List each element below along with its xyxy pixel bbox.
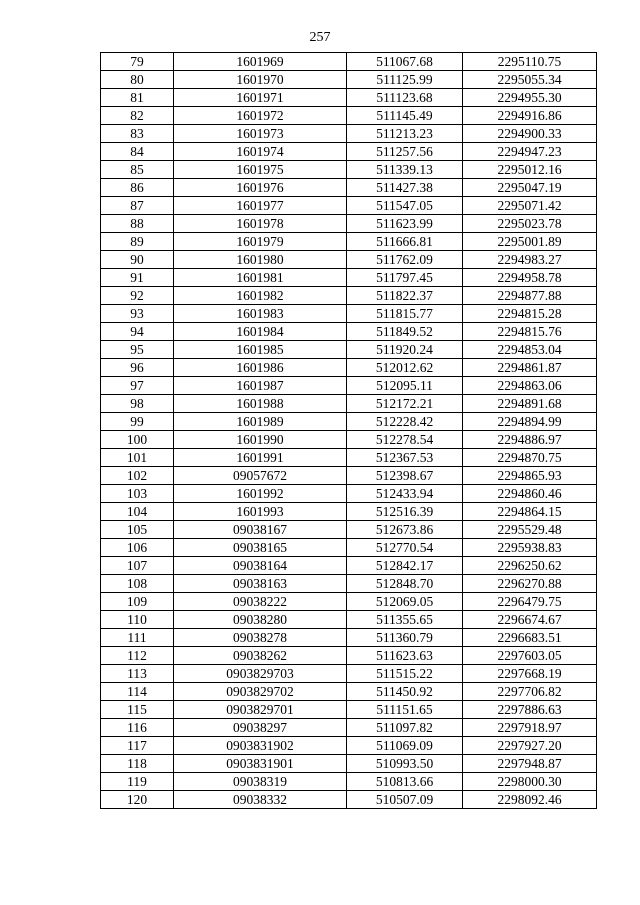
row-number-cell: 118 — [101, 755, 174, 773]
y-coordinate-cell: 2295529.48 — [463, 521, 597, 539]
y-coordinate-cell: 2297927.20 — [463, 737, 597, 755]
point-id-cell: 1601969 — [174, 53, 347, 71]
table-row — [101, 107, 597, 125]
y-coordinate-cell: 2294916.86 — [463, 107, 597, 125]
x-coordinate-cell: 512172.21 — [347, 395, 463, 413]
x-coordinate-cell: 511145.49 — [347, 107, 463, 125]
y-coordinate-cell: 2296479.75 — [463, 593, 597, 611]
row-number-cell: 96 — [101, 359, 174, 377]
row-number-cell: 98 — [101, 395, 174, 413]
table-row — [101, 71, 597, 89]
x-coordinate-cell: 511355.65 — [347, 611, 463, 629]
point-id-cell: 09038167 — [174, 521, 347, 539]
row-number-cell: 112 — [101, 647, 174, 665]
row-number-cell: 107 — [101, 557, 174, 575]
table-row — [101, 125, 597, 143]
table-row — [101, 701, 597, 719]
x-coordinate-cell: 512842.17 — [347, 557, 463, 575]
table-row — [101, 161, 597, 179]
row-number-cell: 114 — [101, 683, 174, 701]
x-coordinate-cell: 511666.81 — [347, 233, 463, 251]
x-coordinate-cell: 511360.79 — [347, 629, 463, 647]
row-number-cell: 85 — [101, 161, 174, 179]
row-number-cell: 115 — [101, 701, 174, 719]
point-id-cell: 1601987 — [174, 377, 347, 395]
table-row — [101, 269, 597, 287]
x-coordinate-cell: 512228.42 — [347, 413, 463, 431]
y-coordinate-cell: 2294853.04 — [463, 341, 597, 359]
table-row — [101, 53, 597, 71]
row-number-cell: 105 — [101, 521, 174, 539]
y-coordinate-cell: 2297706.82 — [463, 683, 597, 701]
table-row — [101, 215, 597, 233]
x-coordinate-cell: 511097.82 — [347, 719, 463, 737]
row-number-cell: 84 — [101, 143, 174, 161]
table-row — [101, 719, 597, 737]
coordinates-table — [100, 52, 597, 809]
y-coordinate-cell: 2294861.87 — [463, 359, 597, 377]
y-coordinate-cell: 2295938.83 — [463, 539, 597, 557]
table-row — [101, 755, 597, 773]
point-id-cell: 1601974 — [174, 143, 347, 161]
table-row — [101, 377, 597, 395]
row-number-cell: 108 — [101, 575, 174, 593]
point-id-cell: 1601979 — [174, 233, 347, 251]
row-number-cell: 79 — [101, 53, 174, 71]
x-coordinate-cell: 512012.62 — [347, 359, 463, 377]
y-coordinate-cell: 2294865.93 — [463, 467, 597, 485]
y-coordinate-cell: 2294860.46 — [463, 485, 597, 503]
table-row — [101, 665, 597, 683]
y-coordinate-cell: 2295047.19 — [463, 179, 597, 197]
row-number-cell: 110 — [101, 611, 174, 629]
table-row — [101, 251, 597, 269]
table-row — [101, 737, 597, 755]
x-coordinate-cell: 511762.09 — [347, 251, 463, 269]
y-coordinate-cell: 2295110.75 — [463, 53, 597, 71]
row-number-cell: 104 — [101, 503, 174, 521]
x-coordinate-cell: 512673.86 — [347, 521, 463, 539]
point-id-cell: 09038164 — [174, 557, 347, 575]
row-number-cell: 94 — [101, 323, 174, 341]
x-coordinate-cell: 511547.05 — [347, 197, 463, 215]
point-id-cell: 09038222 — [174, 593, 347, 611]
x-coordinate-cell: 511849.52 — [347, 323, 463, 341]
table-row — [101, 197, 597, 215]
row-number-cell: 103 — [101, 485, 174, 503]
y-coordinate-cell: 2294815.28 — [463, 305, 597, 323]
point-id-cell: 09038319 — [174, 773, 347, 791]
x-coordinate-cell: 511623.63 — [347, 647, 463, 665]
point-id-cell: 1601971 — [174, 89, 347, 107]
point-id-cell: 0903829703 — [174, 665, 347, 683]
row-number-cell: 100 — [101, 431, 174, 449]
point-id-cell: 1601993 — [174, 503, 347, 521]
x-coordinate-cell: 511069.09 — [347, 737, 463, 755]
table-row — [101, 431, 597, 449]
y-coordinate-cell: 2295023.78 — [463, 215, 597, 233]
table-row — [101, 233, 597, 251]
x-coordinate-cell: 511151.65 — [347, 701, 463, 719]
x-coordinate-cell: 511815.77 — [347, 305, 463, 323]
table-row — [101, 485, 597, 503]
point-id-cell: 0903831902 — [174, 737, 347, 755]
x-coordinate-cell: 510813.66 — [347, 773, 463, 791]
x-coordinate-cell: 512516.39 — [347, 503, 463, 521]
row-number-cell: 90 — [101, 251, 174, 269]
table-row — [101, 791, 597, 809]
y-coordinate-cell: 2294891.68 — [463, 395, 597, 413]
x-coordinate-cell: 511067.68 — [347, 53, 463, 71]
point-id-cell: 1601978 — [174, 215, 347, 233]
y-coordinate-cell: 2297948.87 — [463, 755, 597, 773]
table-row — [101, 395, 597, 413]
row-number-cell: 91 — [101, 269, 174, 287]
x-coordinate-cell: 511822.37 — [347, 287, 463, 305]
x-coordinate-cell: 512069.05 — [347, 593, 463, 611]
x-coordinate-cell: 510993.50 — [347, 755, 463, 773]
table-row — [101, 179, 597, 197]
table-row — [101, 575, 597, 593]
row-number-cell: 97 — [101, 377, 174, 395]
row-number-cell: 83 — [101, 125, 174, 143]
table-row — [101, 467, 597, 485]
table-row — [101, 449, 597, 467]
y-coordinate-cell: 2295055.34 — [463, 71, 597, 89]
row-number-cell: 93 — [101, 305, 174, 323]
row-number-cell: 109 — [101, 593, 174, 611]
y-coordinate-cell: 2294870.75 — [463, 449, 597, 467]
point-id-cell: 1601976 — [174, 179, 347, 197]
row-number-cell: 87 — [101, 197, 174, 215]
point-id-cell: 09038163 — [174, 575, 347, 593]
row-number-cell: 92 — [101, 287, 174, 305]
row-number-cell: 119 — [101, 773, 174, 791]
y-coordinate-cell: 2294864.15 — [463, 503, 597, 521]
row-number-cell: 117 — [101, 737, 174, 755]
point-id-cell: 09038280 — [174, 611, 347, 629]
table-row — [101, 143, 597, 161]
row-number-cell: 89 — [101, 233, 174, 251]
point-id-cell: 0903829701 — [174, 701, 347, 719]
x-coordinate-cell: 512770.54 — [347, 539, 463, 557]
point-id-cell: 09038332 — [174, 791, 347, 809]
point-id-cell: 1601991 — [174, 449, 347, 467]
point-id-cell: 09057672 — [174, 467, 347, 485]
point-id-cell: 1601992 — [174, 485, 347, 503]
table-row — [101, 413, 597, 431]
point-id-cell: 0903831901 — [174, 755, 347, 773]
point-id-cell: 09038262 — [174, 647, 347, 665]
x-coordinate-cell: 512278.54 — [347, 431, 463, 449]
row-number-cell: 88 — [101, 215, 174, 233]
point-id-cell: 1601988 — [174, 395, 347, 413]
y-coordinate-cell: 2294815.76 — [463, 323, 597, 341]
x-coordinate-cell: 511797.45 — [347, 269, 463, 287]
point-id-cell: 1601983 — [174, 305, 347, 323]
point-id-cell: 1601989 — [174, 413, 347, 431]
x-coordinate-cell: 512848.70 — [347, 575, 463, 593]
row-number-cell: 95 — [101, 341, 174, 359]
table-row — [101, 341, 597, 359]
point-id-cell: 1601981 — [174, 269, 347, 287]
row-number-cell: 102 — [101, 467, 174, 485]
row-number-cell: 111 — [101, 629, 174, 647]
row-number-cell: 81 — [101, 89, 174, 107]
y-coordinate-cell: 2294894.99 — [463, 413, 597, 431]
table-row — [101, 503, 597, 521]
y-coordinate-cell: 2297918.97 — [463, 719, 597, 737]
y-coordinate-cell: 2297603.05 — [463, 647, 597, 665]
table-row — [101, 557, 597, 575]
y-coordinate-cell: 2294863.06 — [463, 377, 597, 395]
row-number-cell: 113 — [101, 665, 174, 683]
table-row — [101, 521, 597, 539]
x-coordinate-cell: 512398.67 — [347, 467, 463, 485]
page-number: 257 — [309, 30, 331, 45]
point-id-cell: 09038165 — [174, 539, 347, 557]
point-id-cell: 0903829702 — [174, 683, 347, 701]
point-id-cell: 1601977 — [174, 197, 347, 215]
y-coordinate-cell: 2298000.30 — [463, 773, 597, 791]
x-coordinate-cell: 511125.99 — [347, 71, 463, 89]
row-number-cell: 116 — [101, 719, 174, 737]
x-coordinate-cell: 511450.92 — [347, 683, 463, 701]
table-row — [101, 305, 597, 323]
row-number-cell: 80 — [101, 71, 174, 89]
table-row — [101, 359, 597, 377]
table-row — [101, 683, 597, 701]
point-id-cell: 1601985 — [174, 341, 347, 359]
x-coordinate-cell: 510507.09 — [347, 791, 463, 809]
table-row — [101, 611, 597, 629]
y-coordinate-cell: 2294958.78 — [463, 269, 597, 287]
row-number-cell: 101 — [101, 449, 174, 467]
y-coordinate-cell: 2296250.62 — [463, 557, 597, 575]
row-number-cell: 120 — [101, 791, 174, 809]
table-row — [101, 287, 597, 305]
row-number-cell: 106 — [101, 539, 174, 557]
y-coordinate-cell: 2296683.51 — [463, 629, 597, 647]
row-number-cell: 82 — [101, 107, 174, 125]
point-id-cell: 1601990 — [174, 431, 347, 449]
point-id-cell: 1601970 — [174, 71, 347, 89]
y-coordinate-cell: 2294947.23 — [463, 143, 597, 161]
table-row — [101, 773, 597, 791]
x-coordinate-cell: 512095.11 — [347, 377, 463, 395]
y-coordinate-cell: 2294900.33 — [463, 125, 597, 143]
y-coordinate-cell: 2295071.42 — [463, 197, 597, 215]
row-number-cell: 86 — [101, 179, 174, 197]
y-coordinate-cell: 2297886.63 — [463, 701, 597, 719]
y-coordinate-cell: 2294886.97 — [463, 431, 597, 449]
table-row — [101, 89, 597, 107]
x-coordinate-cell: 511623.99 — [347, 215, 463, 233]
y-coordinate-cell: 2296674.67 — [463, 611, 597, 629]
point-id-cell: 1601980 — [174, 251, 347, 269]
point-id-cell: 09038297 — [174, 719, 347, 737]
point-id-cell: 1601986 — [174, 359, 347, 377]
table-row — [101, 539, 597, 557]
y-coordinate-cell: 2296270.88 — [463, 575, 597, 593]
coordinates-table-body — [101, 53, 597, 809]
x-coordinate-cell: 511213.23 — [347, 125, 463, 143]
y-coordinate-cell: 2297668.19 — [463, 665, 597, 683]
point-id-cell: 1601984 — [174, 323, 347, 341]
table-row — [101, 629, 597, 647]
x-coordinate-cell: 511123.68 — [347, 89, 463, 107]
table-row — [101, 593, 597, 611]
row-number-cell: 99 — [101, 413, 174, 431]
x-coordinate-cell: 512433.94 — [347, 485, 463, 503]
y-coordinate-cell: 2295001.89 — [463, 233, 597, 251]
x-coordinate-cell: 511515.22 — [347, 665, 463, 683]
y-coordinate-cell: 2298092.46 — [463, 791, 597, 809]
x-coordinate-cell: 512367.53 — [347, 449, 463, 467]
x-coordinate-cell: 511427.38 — [347, 179, 463, 197]
y-coordinate-cell: 2294955.30 — [463, 89, 597, 107]
point-id-cell: 1601972 — [174, 107, 347, 125]
x-coordinate-cell: 511257.56 — [347, 143, 463, 161]
table-row — [101, 323, 597, 341]
point-id-cell: 09038278 — [174, 629, 347, 647]
y-coordinate-cell: 2294877.88 — [463, 287, 597, 305]
y-coordinate-cell: 2294983.27 — [463, 251, 597, 269]
point-id-cell: 1601975 — [174, 161, 347, 179]
y-coordinate-cell: 2295012.16 — [463, 161, 597, 179]
table-row — [101, 647, 597, 665]
point-id-cell: 1601973 — [174, 125, 347, 143]
x-coordinate-cell: 511920.24 — [347, 341, 463, 359]
point-id-cell: 1601982 — [174, 287, 347, 305]
x-coordinate-cell: 511339.13 — [347, 161, 463, 179]
